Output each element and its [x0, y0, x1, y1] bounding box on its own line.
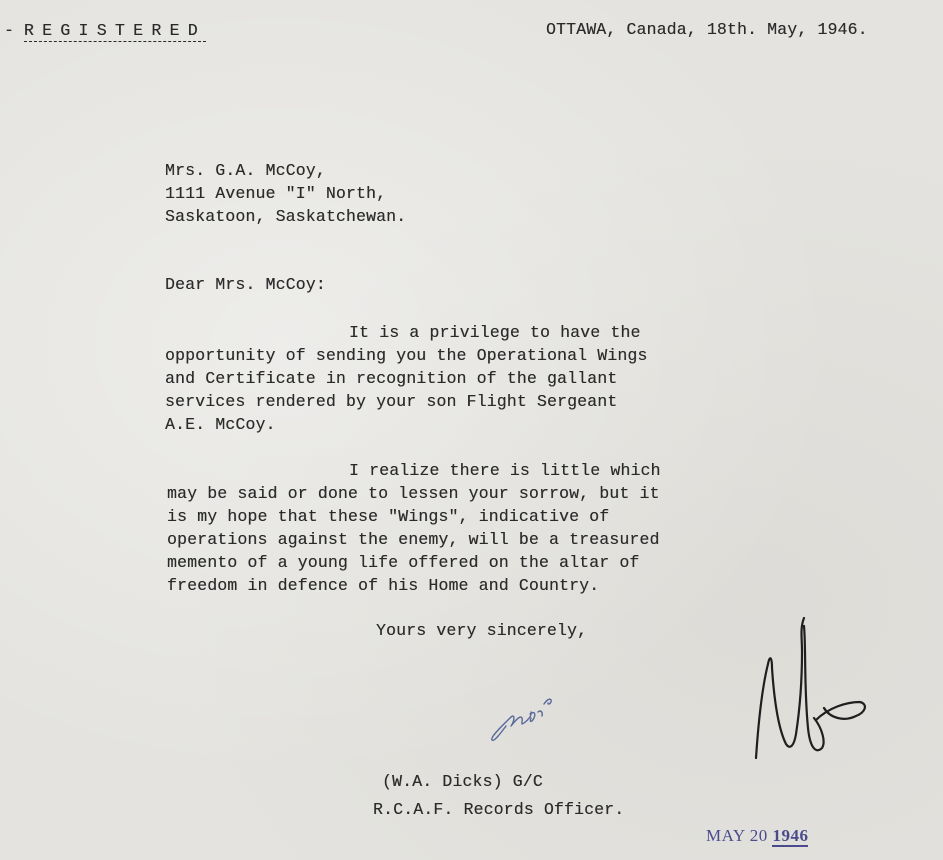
paragraph-2-line: I realize there is little which [349, 461, 661, 480]
registered-label: REGISTERED [23, 21, 206, 40]
salutation: Dear Mrs. McCoy: [165, 275, 326, 294]
dateline: OTTAWA, Canada, 18th. May, 1946. [546, 20, 868, 39]
date-stamp-year: 1946 [772, 826, 809, 845]
paragraph-2-line: freedom in defence of his Home and Country. [167, 576, 600, 595]
paragraph-1-line: services rendered by your son Flight Sergeant [165, 392, 618, 411]
ink-signature [742, 608, 872, 768]
pencil-initials [486, 668, 576, 748]
signatory-name: (W.A. Dicks) G/C [382, 772, 543, 791]
address-line-3: Saskatoon, Saskatchewan. [165, 207, 407, 226]
address-line-2: 1111 Avenue "I" North, [165, 184, 387, 203]
registered-dash: - [4, 21, 16, 40]
paragraph-2-line: may be said or done to lessen your sorrow, but it [167, 484, 660, 503]
closing: Yours very sincerely, [376, 621, 588, 640]
signatory-title: R.C.A.F. Records Officer. [373, 800, 625, 819]
registered-heading [4, 20, 206, 42]
date-stamp-text: MAY 20 [706, 826, 768, 845]
paragraph-2-line: operations against the enemy, will be a treasured [167, 530, 660, 549]
paragraph-2-line: is my hope that these "Wings", indicative of [167, 507, 610, 526]
paragraph-1-line: and Certificate in recognition of the gallant [165, 369, 618, 388]
paragraph-1-line: opportunity of sending you the Operational Wings [165, 346, 648, 365]
paragraph-1-line: It is a privilege to have the [349, 323, 641, 342]
address-line-1: Mrs. G.A. McCoy, [165, 161, 326, 180]
date-stamp [706, 826, 808, 846]
paragraph-2-line: memento of a young life offered on the altar of [167, 553, 640, 572]
paragraph-1-line: A.E. McCoy. [165, 415, 276, 434]
